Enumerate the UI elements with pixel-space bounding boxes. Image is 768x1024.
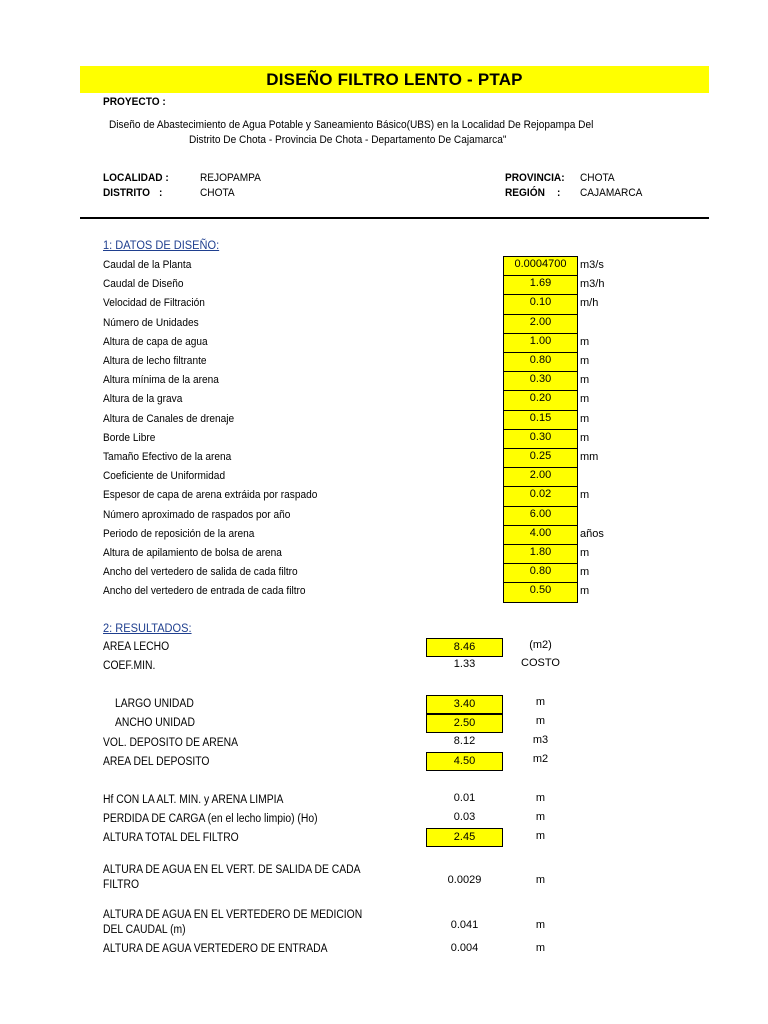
design-row-unit: m	[580, 374, 590, 386]
altura-medicion-label-line2: DEL CAUDAL (m)	[103, 924, 186, 936]
area-deposito-value: 4.50	[426, 752, 503, 771]
ancho-unidad-unit: m	[535, 715, 546, 727]
project-description-line2: Distrito De Chota - Provincia De Chota - Departamento De Cajamarca"	[189, 134, 507, 146]
region-label: REGIÓN	[505, 187, 545, 199]
area-lecho-label: AREA LECHO	[103, 641, 170, 653]
altura-total-unit: m	[535, 830, 546, 842]
hf-label: Hf CON LA ALT. MIN. y ARENA LIMPIA	[103, 794, 284, 806]
vol-deposito-unit: m3	[532, 734, 549, 746]
area-deposito-unit: m2	[532, 753, 549, 765]
project-label: PROYECTO :	[103, 96, 166, 108]
design-row-label: Periodo de reposición de la arena	[103, 528, 255, 540]
design-row-label: Altura de Canales de drenaje	[103, 413, 235, 425]
design-row-unit: m	[580, 413, 590, 425]
project-description-line1: Diseño de Abastecimiento de Agua Potable y Saneamiento Básico(UBS) en la Localidad De Rejopampa Del	[109, 119, 594, 131]
design-row-unit: m	[580, 393, 590, 405]
design-row-unit: m/h	[580, 297, 599, 309]
localidad-label: LOCALIDAD :	[103, 172, 169, 184]
design-section-heading: 1: DATOS DE DISEÑO:	[103, 238, 220, 252]
design-row-label: Caudal de Diseño	[103, 278, 184, 290]
design-row-value: 4.00	[503, 525, 578, 545]
area-lecho-value: 8.46	[426, 638, 503, 657]
altura-total-label: ALTURA TOTAL DEL FILTRO	[103, 832, 239, 844]
design-row-label: Borde Libre	[103, 432, 156, 444]
region-value: CAJAMARCA	[580, 187, 643, 199]
design-row-value: 1.80	[503, 544, 578, 564]
altura-entrada-unit: m	[535, 942, 546, 954]
ancho-unidad-label: ANCHO UNIDAD	[115, 717, 195, 729]
altura-salida-label-line2: FILTRO	[103, 879, 140, 891]
header-divider	[80, 217, 709, 219]
perdida-carga-unit: m	[535, 811, 546, 823]
design-row-label: Ancho del vertedero de entrada de cada filtro	[103, 585, 306, 597]
design-row-unit: m	[580, 547, 590, 559]
perdida-carga-value: 0.03	[453, 811, 476, 823]
design-row-label: Altura de lecho filtrante	[103, 355, 207, 367]
design-row-value: 6.00	[503, 506, 578, 526]
design-row-value: 0.20	[503, 390, 578, 411]
design-row-value: 1.69	[503, 275, 578, 295]
largo-unidad-unit: m	[535, 696, 546, 708]
design-row-label: Ancho del vertedero de salida de cada filtro	[103, 566, 298, 578]
design-row-value: 2.00	[503, 467, 578, 487]
design-row-value: 2.00	[503, 314, 578, 334]
ancho-unidad-value: 2.50	[426, 714, 503, 733]
altura-salida-label-line1: ALTURA DE AGUA EN EL VERT. DE SALIDA DE CADA	[103, 864, 361, 876]
altura-medicion-value: 0.041	[450, 919, 479, 931]
altura-total-value: 2.45	[426, 828, 503, 847]
design-row-value: 0.50	[503, 582, 578, 603]
coef-min-value: 1.33	[453, 658, 476, 670]
design-row-unit: m	[580, 489, 590, 501]
design-row-unit: m3/h	[580, 278, 605, 290]
design-row-unit: mm	[580, 451, 599, 463]
design-row-value: 0.15	[503, 410, 578, 430]
altura-medicion-unit: m	[535, 919, 546, 931]
distrito-value: CHOTA	[200, 187, 235, 199]
altura-medicion-label-line1: ALTURA DE AGUA EN EL VERTEDERO DE MEDICION	[103, 909, 363, 921]
design-row-value: 0.30	[503, 371, 578, 391]
provincia-label: PROVINCIA:	[505, 172, 565, 184]
design-row-label: Número de Unidades	[103, 317, 199, 329]
altura-salida-value: 0.0029	[447, 874, 482, 886]
page-title: DISEÑO FILTRO LENTO - PTAP	[80, 66, 709, 93]
design-row-value: 0.10	[503, 294, 578, 315]
design-row-unit: m	[580, 432, 590, 444]
design-row-value: 0.30	[503, 429, 578, 449]
area-lecho-unit: (m2)	[529, 639, 552, 651]
coef-min-unit: COSTO	[521, 657, 560, 669]
region-colon: :	[557, 187, 561, 199]
design-row-label: Número aproximado de raspados por año	[103, 509, 291, 521]
localidad-value: REJOPAMPA	[200, 172, 261, 184]
distrito-label: DISTRITO	[103, 187, 151, 199]
design-row-unit: m	[580, 585, 590, 597]
design-row-unit: m	[580, 355, 590, 367]
area-deposito-label: AREA DEL DEPOSITO	[103, 756, 210, 768]
design-row-label: Altura de capa de agua	[103, 336, 208, 348]
largo-unidad-label: LARGO UNIDAD	[115, 698, 194, 710]
design-row-label: Altura de la grava	[103, 393, 183, 405]
altura-entrada-label: ALTURA DE AGUA VERTEDERO DE ENTRADA	[103, 943, 328, 955]
hf-unit: m	[535, 792, 546, 804]
vol-deposito-label: VOL. DEPOSITO DE ARENA	[103, 737, 238, 749]
distrito-colon: :	[159, 187, 163, 199]
design-row-label: Espesor de capa de arena extráida por raspado	[103, 489, 318, 501]
results-section-heading: 2: RESULTADOS:	[103, 621, 192, 635]
design-row-unit: m	[580, 566, 590, 578]
design-row-label: Velocidad de Filtración	[103, 297, 205, 309]
design-row-label: Altura mínima de la arena	[103, 374, 219, 386]
design-row-value: 1.00	[503, 333, 578, 353]
design-row-unit: años	[580, 528, 604, 540]
hf-value: 0.01	[453, 792, 476, 804]
design-row-unit: m	[580, 336, 590, 348]
perdida-carga-label: PERDIDA DE CARGA (en el lecho limpio) (Ho)	[103, 813, 318, 825]
design-row-unit: m3/s	[580, 259, 604, 271]
design-row-value: 0.80	[503, 563, 578, 583]
coef-min-label: COEF.MIN.	[103, 660, 156, 672]
design-row-label: Altura de apilamiento de bolsa de arena	[103, 547, 282, 559]
provincia-value: CHOTA	[580, 172, 615, 184]
design-row-value: 0.0004700	[503, 256, 578, 276]
design-row-label: Tamaño Efectivo de la arena	[103, 451, 232, 463]
design-row-value: 0.80	[503, 352, 578, 372]
altura-salida-unit: m	[535, 874, 546, 886]
design-row-label: Coeficiente de Uniformidad	[103, 470, 226, 482]
design-row-label: Caudal de la Planta	[103, 259, 192, 271]
design-row-value: 0.25	[503, 448, 578, 468]
altura-entrada-value: 0.004	[450, 942, 479, 954]
design-row-value: 0.02	[503, 486, 578, 507]
largo-unidad-value: 3.40	[426, 695, 503, 714]
vol-deposito-value: 8.12	[453, 735, 476, 747]
